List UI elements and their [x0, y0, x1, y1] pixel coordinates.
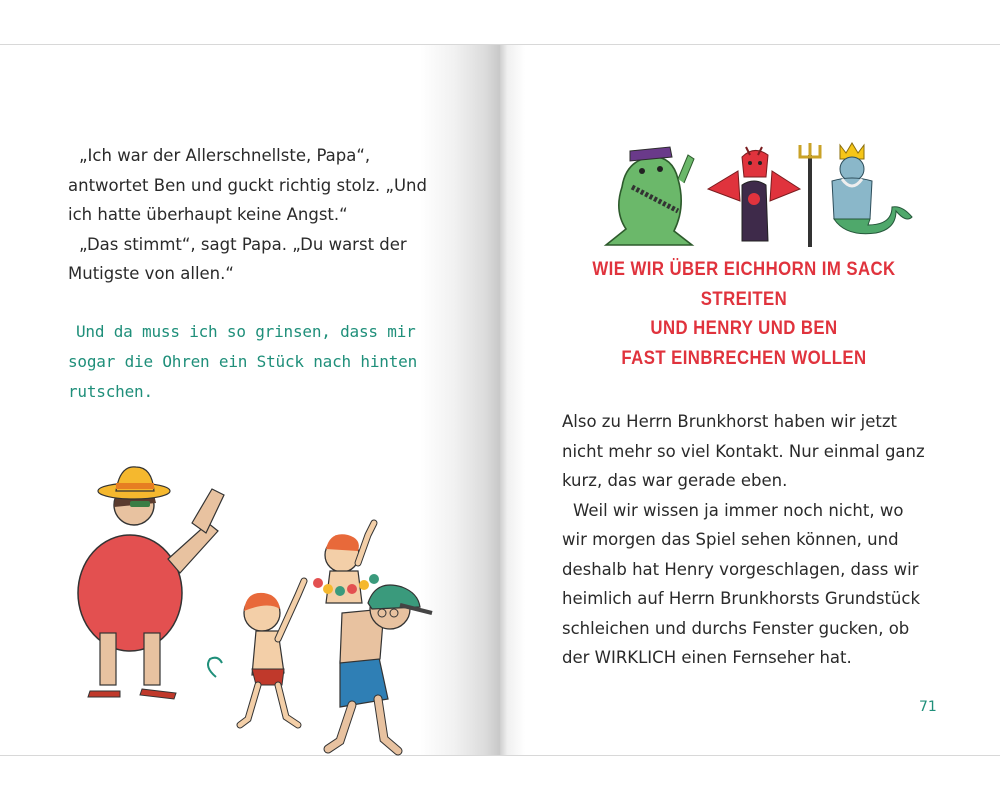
handwritten-text — [68, 317, 448, 407]
chapter-title-line: FAST EINBRECHEN WOLLEN — [621, 346, 867, 369]
text-line: ich hatte überhaupt keine Angst.“ — [68, 205, 348, 224]
small-boy-figure — [240, 581, 304, 725]
text-line: nicht mehr so viel Kontakt. Nur einmal ganz — [562, 441, 925, 461]
monsters-illustration — [596, 141, 914, 249]
book-spread — [0, 44, 1000, 756]
text-line: schleichen und durchs Fenster gucken, ob — [562, 618, 910, 638]
text-line: antwortet Ben und guckt richtig stolz. „Und — [68, 175, 427, 195]
text-line: deshalb hat Henry vorgeschlagen, dass wir — [562, 559, 919, 579]
text-line: sogar die Ohren ein Stück nach hinten — [68, 352, 418, 371]
text-line: wir morgen das Spiel sehen können, und — [562, 530, 899, 549]
trident-merman — [800, 143, 912, 247]
family-walking-illustration — [72, 463, 452, 755]
green-monster — [606, 147, 694, 245]
text-line: Also zu Herrn Brunkhorst haben wir jetzt — [562, 412, 897, 431]
page-number: 71 — [919, 699, 937, 715]
monsters-illustration-svg — [596, 141, 914, 249]
text-line: der WIRKLICH einen Fernseher hat. — [562, 648, 852, 667]
text-line: heimlich auf Herrn Brunkhorsts Grundstück — [562, 589, 921, 608]
text-line: rutschen. — [68, 382, 153, 401]
right-page — [500, 45, 1000, 755]
text-line: Mutigste von allen.“ — [68, 264, 234, 283]
text-line: kurz, das war gerade eben. — [562, 471, 788, 490]
right-body-text — [562, 407, 948, 673]
text-line: „Das stimmt“, sagt Papa. „Du warst der — [79, 234, 407, 254]
chapter-title-line: UND HENRY UND BEN — [650, 317, 838, 339]
left-body-text — [68, 141, 448, 289]
dad-with-child-figure — [313, 523, 432, 751]
left-page — [0, 45, 500, 755]
family-illustration-svg — [72, 463, 452, 755]
chapter-title — [572, 255, 916, 373]
text-line: Weil wir wissen ja immer noch nicht, wo — [573, 500, 904, 520]
chapter-title-line: WIE WIR ÜBER EICHHORN IM SACK STREITEN — [592, 258, 896, 310]
text-line: Und da muss ich so grinsen, dass mir — [76, 322, 416, 341]
mother-figure — [78, 467, 224, 699]
red-dragon — [708, 147, 800, 241]
text-line: „Ich war der Allerschnellste, Papa“, — [79, 146, 371, 165]
